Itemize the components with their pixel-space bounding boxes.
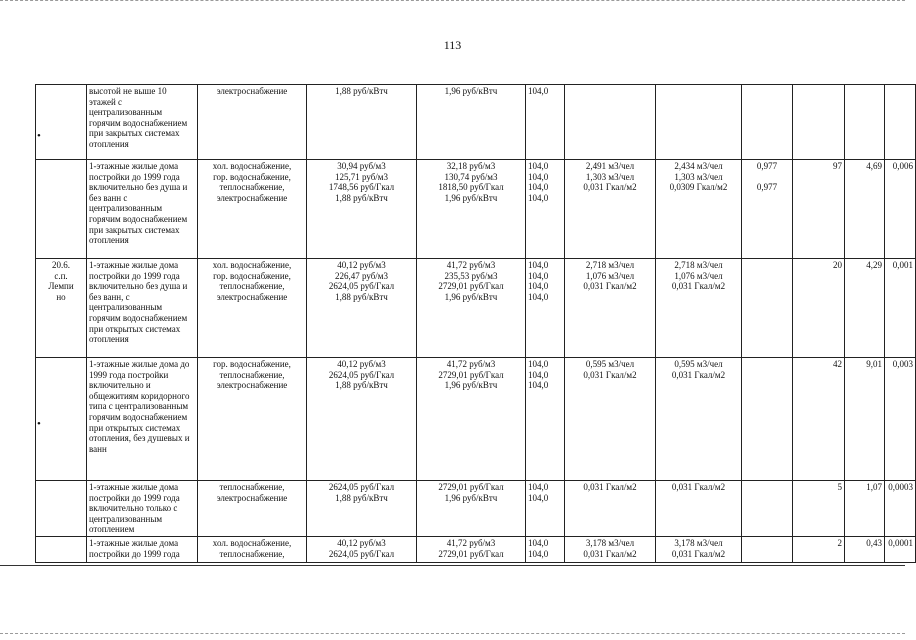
cell-line: 104,0 <box>528 492 549 503</box>
index-cell <box>526 160 565 259</box>
table-row <box>36 536 916 562</box>
cell-line: 0,031 Гкал/м2 <box>671 369 726 380</box>
count-cell: 20 <box>793 259 845 358</box>
area-cell: 1,07 <box>845 481 885 537</box>
cell-line: 2,718 м3/чел <box>585 260 635 270</box>
margin-mark: • <box>37 130 41 142</box>
cell-line: 40,12 руб/м3 <box>337 359 386 369</box>
cell-line: 0,031 Гкал/м2 <box>671 482 726 492</box>
cell-line: 1,303 м3/чел <box>585 171 635 182</box>
share-cell: 0,0003 <box>885 481 916 537</box>
norm-new-cell <box>656 358 742 481</box>
category-cell: 1-этажные жилые дома постройки до 1999 года включительно без душа и без ванн с централизованным горячим водоснабжением при закрытых системах отопления <box>87 160 198 259</box>
cell-line: 0,031 Гкал/м2 <box>671 281 726 292</box>
page-number: 113 <box>443 38 462 52</box>
cell-line: 2,491 м3/чел <box>585 161 635 171</box>
region-cell <box>36 481 87 537</box>
tariff-new-cell <box>417 160 526 259</box>
cell-line: 130,74 руб/м3 <box>444 171 498 182</box>
norm-new-cell <box>656 481 742 537</box>
cell-line: 125,71 руб/м3 <box>334 171 389 182</box>
services-cell <box>198 536 307 562</box>
cell-line: 2729,01 руб/Гкал <box>438 482 504 492</box>
cell-line: 2624,05 руб/Гкал <box>328 482 395 492</box>
cell-line: 40,12 руб/м3 <box>337 537 386 548</box>
cell-line: 104,0 <box>528 182 549 193</box>
cell-line: 104,0 <box>528 281 549 292</box>
cell-line: 1,88 руб/кВтч <box>335 86 388 96</box>
count-cell: 97 <box>793 160 845 259</box>
cell-line: 41,72 руб/м3 <box>446 537 496 548</box>
count-cell: 5 <box>793 481 845 537</box>
cell-line: 3,178 м3/чел <box>674 537 723 548</box>
cell-line: теплоснабжение, <box>219 369 285 380</box>
index-cell <box>526 85 565 160</box>
cell-line: 0,031 Гкал/м2 <box>583 281 637 292</box>
coef-cell <box>742 259 793 358</box>
share-cell: 0,0001 <box>885 536 916 562</box>
page-bottom-edge <box>0 633 905 636</box>
tariff-new-cell <box>417 481 526 537</box>
cell-line: 104,0 <box>528 537 549 548</box>
cell-line: 0,977 <box>756 161 778 171</box>
count-cell: 2 <box>793 536 845 562</box>
norm-old-cell <box>565 358 656 481</box>
cell-line: 104,0 <box>528 291 549 302</box>
cell-line: 0,031 Гкал/м2 <box>583 369 637 380</box>
cell-line: 2624,05 руб/Гкал <box>328 369 395 380</box>
cell-line: 104,0 <box>528 192 549 203</box>
cell-line: 104,0 <box>528 380 549 391</box>
cell-line: хол. водоснабжение, <box>212 537 292 548</box>
cell-line: 104,0 <box>528 482 549 492</box>
category-cell: 1-этажные жилые дома постройки до 1999 года включительно без душа и без ванн, с централизованным горячим водоснабжением при открытых системах отопления <box>87 259 198 358</box>
cell-line: 104,0 <box>528 161 549 171</box>
coef-cell <box>742 358 793 481</box>
cell-line: 1,96 руб/кВтч <box>444 192 498 203</box>
norm-old-cell <box>565 481 656 537</box>
services-cell <box>198 358 307 481</box>
norm-old-cell <box>565 85 656 160</box>
cell-line: 2,434 м3/чел <box>674 161 723 171</box>
cell-line: 2,718 м3/чел <box>674 260 723 270</box>
table-row <box>36 481 916 537</box>
cell-line: 104,0 <box>528 548 549 559</box>
cell-line: но <box>56 291 66 302</box>
cell-line: 1,88 руб/кВтч <box>335 192 388 203</box>
cell-line: электроснабжение <box>216 86 288 96</box>
cell-line: 104,0 <box>528 359 549 369</box>
cell-line: хол. водоснабжение, <box>212 260 292 270</box>
tariff-old-cell <box>307 259 417 358</box>
tariff-old-cell <box>307 358 417 481</box>
cell-line: 0,031 Гкал/м2 <box>583 182 637 193</box>
region-cell <box>36 160 87 259</box>
tariff-old-cell <box>307 160 417 259</box>
cell-line: гор. водоснабжение, <box>213 270 291 281</box>
cell-line: хол. водоснабжение, <box>212 161 292 171</box>
tariff-table <box>35 84 916 563</box>
cell-line: 30,94 руб/м3 <box>337 161 386 171</box>
index-cell <box>526 358 565 481</box>
cell-line: 104,0 <box>528 260 549 270</box>
cell-line: 1,076 м3/чел <box>674 270 723 281</box>
category-cell: 1-этажные жилые дома до 1999 года постройки включительно и общежитиям коридорного типа с централизованным горячим водоснабжением при открытых системах отопления, без душевых и ванн <box>87 358 198 481</box>
tariff-new-cell <box>417 259 526 358</box>
cell-line: 1,96 руб/кВтч <box>444 86 498 96</box>
cell-line: 2729,01 руб/Гкал <box>438 548 504 559</box>
cell-line: теплоснабжение, <box>219 182 285 193</box>
cell-line: электроснабжение <box>216 380 288 391</box>
cell-line: теплоснабжение, <box>219 281 285 292</box>
cell-line: 1,076 м3/чел <box>585 270 635 281</box>
share-cell: 0,003 <box>885 358 916 481</box>
table-body <box>36 85 916 563</box>
area-cell: 4,69 <box>845 160 885 259</box>
cell-line: 0,0309 Гкал/м2 <box>669 182 728 193</box>
area-cell <box>845 85 885 160</box>
cell-line: 1,96 руб/кВтч <box>444 380 498 391</box>
cell-line: 1818,50 руб/Гкал <box>438 182 504 193</box>
cell-line: 1,96 руб/кВтч <box>444 291 498 302</box>
category-cell: 1-этажные жилые дома постройки до 1999 года <box>87 536 198 562</box>
cell-line: электроснабжение <box>216 291 288 302</box>
cell-line: 1,303 м3/чел <box>674 171 723 182</box>
page-bottom-rule <box>0 565 905 566</box>
services-cell <box>198 481 307 537</box>
count-cell: 42 <box>793 358 845 481</box>
region-cell <box>36 536 87 562</box>
coef-cell <box>742 481 793 537</box>
cell-line: 41,72 руб/м3 <box>446 359 496 369</box>
cell-line: 104,0 <box>528 86 549 96</box>
area-cell: 0,43 <box>845 536 885 562</box>
tariff-new-cell <box>417 85 526 160</box>
tariff-old-cell <box>307 481 417 537</box>
category-cell: высотой не выше 10 этажей с централизованным горячим водоснабжением при закрытых системах отопления <box>87 85 198 160</box>
area-cell: 4,29 <box>845 259 885 358</box>
index-cell <box>526 259 565 358</box>
region-cell <box>36 358 87 481</box>
cell-line: с.п. <box>54 270 68 281</box>
norm-old-cell <box>565 536 656 562</box>
cell-line: 104,0 <box>528 270 549 281</box>
services-cell <box>198 85 307 160</box>
cell-line: электроснабжение <box>216 192 288 203</box>
cell-line: 2624,05 руб/Гкал <box>328 548 395 559</box>
table-row <box>36 358 916 481</box>
tariff-old-cell <box>307 536 417 562</box>
count-cell <box>793 85 845 160</box>
cell-line: 0,031 Гкал/м2 <box>583 548 637 559</box>
cell-line: 226,47 руб/м3 <box>334 270 389 281</box>
cell-line: 40,12 руб/м3 <box>337 260 386 270</box>
table-row <box>36 85 916 160</box>
share-cell: 0,006 <box>885 160 916 259</box>
cell-line: 0,031 Гкал/м2 <box>583 482 637 492</box>
norm-new-cell <box>656 259 742 358</box>
norm-old-cell <box>565 259 656 358</box>
share-cell <box>885 85 916 160</box>
cell-line: 1,88 руб/кВтч <box>335 380 388 391</box>
cell-line: 41,72 руб/м3 <box>446 260 496 270</box>
norm-new-cell <box>656 536 742 562</box>
index-cell <box>526 536 565 562</box>
cell-line: 1,88 руб/кВтч <box>335 492 388 503</box>
cell-line: 0,031 Гкал/м2 <box>671 548 726 559</box>
norm-new-cell <box>656 160 742 259</box>
cell-line: 32,18 руб/м3 <box>446 161 496 171</box>
cell-line: Лемпи <box>48 281 74 292</box>
region-cell <box>36 85 87 160</box>
tariff-old-cell <box>307 85 417 160</box>
norm-new-cell <box>656 85 742 160</box>
cell-line: гор. водоснабжение, <box>213 171 291 182</box>
cell-line: 20.6. <box>52 260 70 270</box>
cell-line: 0,977 <box>756 182 778 193</box>
cell-line: 3,178 м3/чел <box>585 537 635 548</box>
category-cell: 1-этажные жилые дома постройки до 1999 года включительно только с централизованным отоплением <box>87 481 198 537</box>
cell-line: 0,595 м3/чел <box>674 359 723 369</box>
page-top-edge <box>0 0 905 3</box>
cell-line: 2729,01 руб/Гкал <box>438 281 504 292</box>
region-cell <box>36 259 87 358</box>
cell-line: 1748,56 руб/Гкал <box>328 182 395 193</box>
cell-line: 0,595 м3/чел <box>585 359 635 369</box>
table-row <box>36 259 916 358</box>
coef-cell <box>742 85 793 160</box>
margin-mark: • <box>37 418 41 430</box>
cell-line: теплоснабжение, <box>219 548 285 559</box>
cell-line: 1,96 руб/кВтч <box>444 492 498 503</box>
cell-line: гор. водоснабжение, <box>213 359 291 369</box>
cell-line: 2729,01 руб/Гкал <box>438 369 504 380</box>
cell-line <box>744 172 790 183</box>
tariff-new-cell <box>417 536 526 562</box>
index-cell <box>526 481 565 537</box>
cell-line: теплоснабжение, <box>219 482 285 492</box>
services-cell <box>198 160 307 259</box>
tariff-new-cell <box>417 358 526 481</box>
coef-cell <box>742 160 793 259</box>
table-row <box>36 160 916 259</box>
cell-line: электроснабжение <box>216 492 288 503</box>
cell-line: 104,0 <box>528 171 549 182</box>
norm-old-cell <box>565 160 656 259</box>
cell-line: 104,0 <box>528 369 549 380</box>
cell-line: 235,53 руб/м3 <box>444 270 498 281</box>
cell-line: 1,88 руб/кВтч <box>335 291 388 302</box>
cell-line: 2624,05 руб/Гкал <box>328 281 395 292</box>
coef-cell <box>742 536 793 562</box>
share-cell: 0,001 <box>885 259 916 358</box>
area-cell: 9,01 <box>845 358 885 481</box>
services-cell <box>198 259 307 358</box>
